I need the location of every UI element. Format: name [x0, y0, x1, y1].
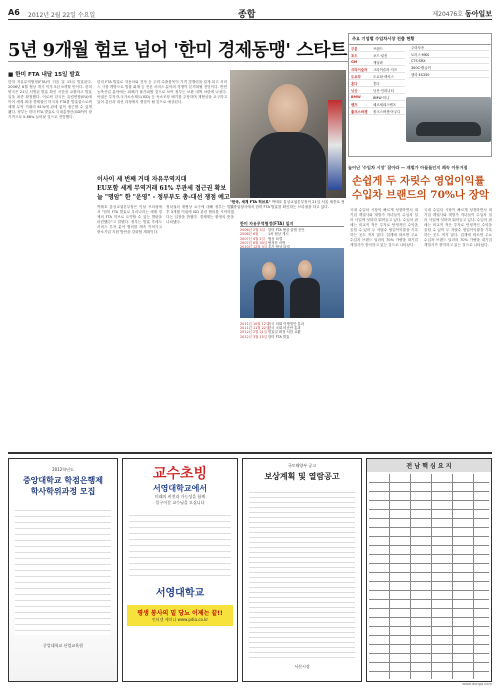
- table-cell: 포드·링컨: [371, 52, 405, 59]
- fta-timeline: [240, 222, 344, 249]
- suit-2: [290, 278, 320, 318]
- table-cell: 닛산: [349, 87, 371, 94]
- table-cell: 벤츠: [349, 101, 371, 108]
- timeline-date: 2011년 11월 22일: [240, 326, 270, 331]
- right-article-column-2: [424, 208, 492, 448]
- table-cell: BMW·미니: [371, 94, 405, 101]
- timeline-event: 발효일 확정 서한 교환: [268, 330, 301, 335]
- table-cell: 폴크스바겐·아우디: [371, 108, 405, 115]
- person-2: [298, 260, 312, 278]
- subhead: ■ 한미 FTA 내달 15일 발효: [8, 72, 81, 78]
- ad-seoyoung: [122, 458, 238, 682]
- photo-caption: [230, 200, 346, 209]
- table-row: [349, 94, 405, 101]
- ad-chungang: [8, 458, 118, 682]
- table-cell: 크라이슬러·지프: [371, 66, 405, 73]
- issue-date: 2012년 2월 22일 수요일: [28, 12, 96, 19]
- import-car-table-right: [409, 44, 489, 78]
- import-car-table: [349, 45, 405, 115]
- ad3-body: [249, 488, 355, 658]
- table-row: [409, 51, 489, 58]
- table-cell: 폴크스바겐: [349, 108, 371, 115]
- right-article-text: 국내 수입차 시장이 빠르게 성장하면서 대기업 계열사와 재벌가 자녀들이 수입차 딜러 사업에 잇따라 뛰어들고 있다. 수입차 판매는 비교적 적은 투자로 안정적인 수익을 올릴 수 있어 두 자릿수 영업이익률을 기록하는 곳도 적지 않다. 업계에 따르면 주요 수입차 브랜드 딜러의 70% 가량을 대기업 계열사가 장악하고 있는 것으로 나타났다.: [350, 208, 418, 247]
- ad-separator: [8, 452, 492, 454]
- article-column-4: [166, 205, 234, 450]
- ad2-bottom2: 인터넷 세미나 www.pdia.co.kr: [151, 617, 209, 622]
- photo-suit: [250, 132, 326, 198]
- masthead: [8, 6, 492, 20]
- suit-1: [254, 280, 284, 318]
- table-cell: 크라이슬러: [349, 66, 371, 73]
- issue-number: 제20476호: [432, 11, 464, 18]
- table-cell: 토러스·MKS: [409, 51, 489, 58]
- table-cell: 혼다: [371, 80, 405, 87]
- table-cell: 혼다: [349, 80, 371, 87]
- page-number: A6: [8, 8, 20, 17]
- table-cell: 도요타: [349, 73, 371, 80]
- ad1-year: 2012학년도: [52, 467, 74, 472]
- table-row: [349, 59, 405, 66]
- ad2-body: [129, 510, 231, 580]
- timeline-event: 협정문 서명: [268, 240, 286, 245]
- article-column-1: [8, 80, 92, 450]
- right-article-text-cont: 국내 수입차 시장이 빠르게 성장하면서 대기업 계열사와 재벌가 자녀들이 수입차 딜러 사업에 잇따라 뛰어들고 있다. 수입차 판매는 비교적 적은 투자로 안정적인 수익을 올릴 수 있어 두 자릿수 영업이익률을 기록하는 곳도 적지 않다. 업계에 따르면 주요 수입차 브랜드 딜러의 70% 가량을 대기업 계열사가 장악하고 있는 것으로 나타났다.: [424, 208, 492, 247]
- photo-caption-text: 박태호 통상교섭본부장이 21일 서울 세종로 정부중앙청사에서 한미 FTA 발효를 확인하는 브리핑을 하고 있다.: [230, 200, 345, 209]
- table-row: [349, 73, 405, 80]
- article-column-4-text: 정치권의 재협상 요구에 대해 정부는 발효 후 3개월 이내에 ISD 관련 협의를 시작하겠다는 입장을 밝혔다. 경제계는 환영의 뜻을 나타냈다.: [166, 205, 234, 224]
- ad4-grid: [369, 474, 489, 679]
- article-column-3: [97, 205, 162, 450]
- article-deck: [97, 175, 230, 202]
- timeline-event: 한미 FTA 협상 출범 선언: [268, 228, 305, 233]
- table-cell: 도요타·렉서스: [371, 73, 405, 80]
- ceremony-photo: [240, 248, 344, 318]
- table-cell: 닛산·인피니티: [371, 87, 405, 94]
- ad3-title: 보상계획 및 열람공고: [264, 472, 340, 481]
- photo-caption-title: "한국, 세계 FTA 허브로": [230, 200, 271, 204]
- ad2-line2: 일구어갈 교수님을 모십니다: [155, 500, 205, 505]
- table-cell: 포드: [349, 52, 371, 59]
- ad3-org: 서산시장: [294, 664, 310, 669]
- person-1: [262, 262, 276, 280]
- table-row: [409, 71, 489, 78]
- ad2-banner: [127, 605, 233, 626]
- timeline-date: 2012년 3월 15일: [240, 334, 268, 339]
- ad2-bottom: 평생 봉사의 밑 당뇨 이제는 끝!!: [137, 610, 223, 617]
- table-cell: GM: [349, 59, 371, 66]
- deck-line: EU포함 세계 무역거래 61% 무관세 접근권 확보: [97, 185, 227, 192]
- footer-url: www.donga.com: [462, 682, 492, 686]
- section-title: 종합: [238, 10, 256, 20]
- timeline-title: 한미 자유무역협정(FTA) 일지: [240, 222, 344, 227]
- table-cell: 구분: [349, 45, 371, 52]
- timeline-row: [240, 335, 344, 339]
- sidebox-title: 주요 기업별 수입차시장 진출 현황: [349, 34, 491, 45]
- table-row: [349, 108, 405, 115]
- article-column-1-text: 한미 자유무역협정(FTA)이 다음 달 15일 발효된다. 2006년 6월 협상 개시 이후 5년 9개월 만이다. 한미 양국은 21일 서명된 발효 확인 서한을 교환하고 발효일을 최종 확정했다. 이로써 한국은 유럽연합(EU)에 이어 세계 최대 경제권인 미국과 FTA를 발효함으로써 세계 무역 거래의 61%에 관세 없이 접근할 수 있게 됐다. 정부는 한미 FTA 발효로 국내총생산(GDP)이 장기적으로 5.66% 늘어날 것으로 전망했다.: [8, 80, 92, 119]
- publisher-info: [432, 9, 492, 19]
- table-row: [349, 101, 405, 108]
- table-cell: 캐딜락: [371, 59, 405, 66]
- table-cell: 300C·랭글러: [409, 64, 489, 71]
- timeline-event: 한국 국회 비준안 통과: [268, 326, 301, 331]
- fta-timeline-continued: [240, 322, 344, 339]
- ad2-line: 미래의 비전과 가능성을 함께: [154, 494, 206, 499]
- timeline-date: 2007년 4월 2일: [240, 236, 265, 241]
- table-row: [349, 87, 405, 94]
- right-article-headline: [352, 174, 492, 202]
- right-article-kicker: 늘어난 '수입차 시장' 잡아라 — 재벌가 아들들인지 쾌속 이동거점: [348, 165, 468, 170]
- table-row: [409, 64, 489, 71]
- headline-line: 수입차 브랜드의 70%나 장악: [352, 189, 489, 201]
- main-photo: [230, 70, 346, 198]
- ad1-org: 중앙대학교 산업교육원: [43, 643, 83, 648]
- deck-line: 이사이 세 번째 거대 자유무역지대: [97, 176, 187, 183]
- table-cell: 주력차종: [409, 44, 489, 51]
- timeline-date: 2011년 10월 12일: [240, 322, 270, 326]
- publisher-name: 동아일보: [464, 10, 492, 18]
- deck-line: 늘 "명암" 한 "운영" - 정부부도 총-대선 쟁점 예고: [97, 194, 230, 201]
- table-row: [349, 52, 405, 59]
- timeline-event: 한미 FTA 발효: [268, 334, 290, 339]
- main-headline: 5년 9개월 험로 넘어 '한미 경제동맹' 스타트: [8, 40, 347, 61]
- headline-line: 손쉽게 두 자릿수 영업이익률: [352, 175, 485, 187]
- ad3-head: 국토해양부 공고: [287, 463, 317, 468]
- table-row: [349, 80, 405, 87]
- ad1-title: 중앙대학교 학점은행제: [22, 476, 104, 485]
- ad2-org: 서영대학교: [155, 588, 205, 599]
- headline-divider: [8, 61, 348, 62]
- timeline-date: 2006년 2월 3일: [240, 228, 265, 233]
- article-column-2-text: 한미 FTA 발효로 자동차와 전자 등 주력 수출품목이 가격 경쟁력을 갖게 되고 서비스 시장 개방으로 법률 회계 등 전문 서비스 분야의 경쟁이 본격화될 전망이다. 반면 농축산업 분야에는 피해가 불가피할 것으로 보여 정부는 보완 대책 마련에 나섰다. 야권은 투자자-국가소송제도(ISD) 등 독소조항 폐기를 주장하며 재협상을 요구하고 있어 총선과 대선 과정에서 쟁점이 될 것으로 예상된다.: [97, 80, 227, 104]
- ad1-subtitle: 학사학위과정 모집: [30, 487, 96, 496]
- ad2-title: 교수초빙: [152, 466, 208, 482]
- timeline-event: 미국 의회 이행법안 통과: [268, 322, 304, 326]
- ad4-title: 전 남 핵 심 요 지: [367, 459, 491, 472]
- table-cell: 브랜드: [371, 45, 405, 52]
- table-cell: 캠리·ES350: [409, 71, 489, 78]
- timeline-event: 협상 타결: [268, 236, 283, 241]
- table-cell: CTS·SRX: [409, 58, 489, 64]
- ad-notice: [242, 458, 362, 682]
- timeline-event: 1차 협상 개시: [268, 232, 289, 237]
- photo-flag: [328, 100, 342, 190]
- car-photo: [406, 97, 491, 142]
- ad2-sub: 서영대학교에서: [152, 484, 208, 493]
- ad1-body: [15, 505, 111, 635]
- timeline-date: 2006년 6월: [240, 232, 259, 237]
- article-column-3-text: 박태호 통상교섭본부장은 이날 브리핑에서 "한미 FTA 발효로 우리나라는 세계 경제의 FTA 허브로 도약할 수 있는 발판을 마련했다"고 말했다. 정부는 발효 후에도 서비스 투자 분야 협의를 계속 이어가고 중소기업 지원 방안을 강화할 계획이다.: [97, 205, 162, 234]
- table-cell: 메르세데스벤츠: [371, 101, 405, 108]
- table-cell: BMW: [349, 94, 371, 101]
- right-article-column-1: [350, 208, 418, 448]
- article-column-2: [97, 80, 227, 172]
- photo-face: [268, 84, 308, 136]
- timeline-date: 2012년 2월 21일: [240, 330, 268, 335]
- ad-grid: [366, 458, 492, 682]
- timeline-date: 2007년 6월 30일: [240, 240, 268, 245]
- table-row: [349, 66, 405, 73]
